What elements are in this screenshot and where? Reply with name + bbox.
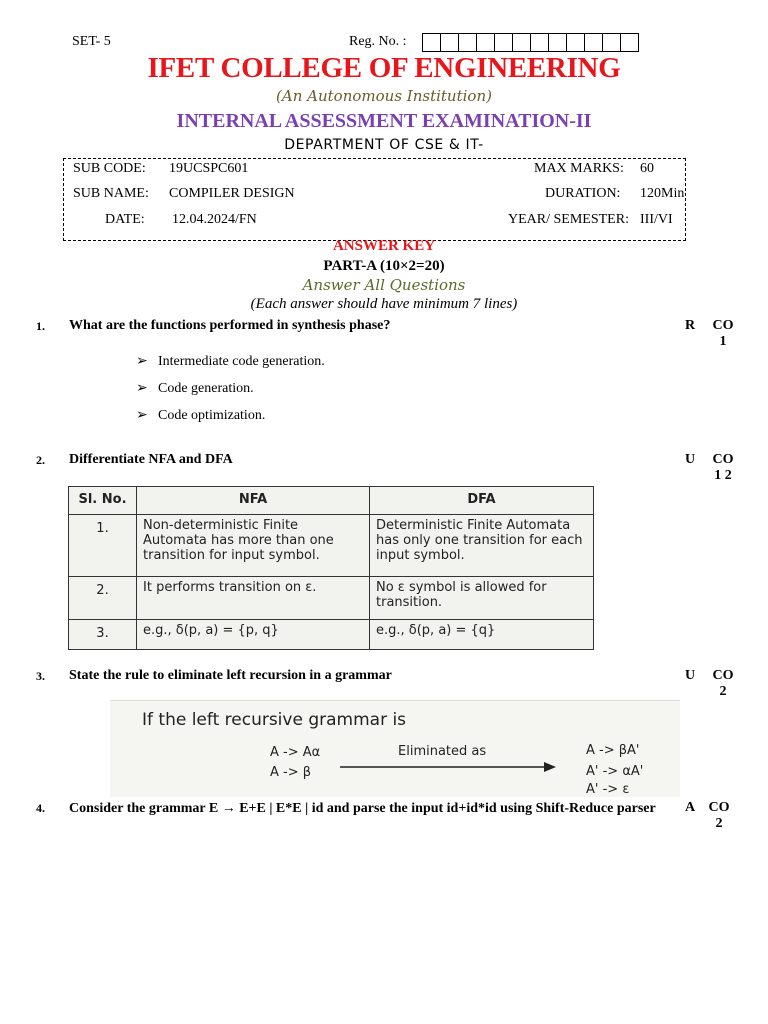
- reg-box: [441, 34, 459, 51]
- question-text: State the rule to eliminate left recursion in a grammar: [69, 668, 392, 683]
- knowledge-level: A: [685, 800, 696, 815]
- course-outcome: CO 1: [712, 318, 734, 349]
- department: DEPARTMENT OF CSE & IT-: [284, 137, 484, 153]
- reg-box: [495, 34, 513, 51]
- table-header: DFA: [370, 487, 594, 515]
- arrow-bullet-icon: ➢: [136, 354, 148, 369]
- table-cell: Non-deterministic Finite Automata has more than one transition for input symbol.: [137, 515, 370, 576]
- table-header: Sl. No.: [69, 487, 137, 515]
- question-number: 4.: [36, 801, 45, 815]
- reg-box: [585, 34, 603, 51]
- sub-code-value: 19UCSPC601: [169, 161, 249, 176]
- grammar-rule: A -> β: [270, 765, 312, 780]
- table-cell: It performs transition on ε.: [137, 576, 370, 620]
- reg-box: [567, 34, 585, 51]
- course-outcome: CO 2: [712, 668, 734, 699]
- arrow-bullet-icon: ➢: [136, 381, 148, 396]
- reg-no-label: Reg. No. :: [349, 34, 407, 49]
- course-outcome: CO 1 2: [712, 452, 734, 483]
- autonomous-tagline: (An Autonomous Institution): [276, 87, 492, 105]
- date-value: 12.04.2024/FN: [172, 212, 257, 227]
- table-row: [69, 576, 594, 620]
- left-recursion-diagram: [110, 701, 680, 797]
- list-item: ➢ Intermediate code generation.: [136, 354, 325, 369]
- year-semester-label: YEAR/ SEMESTER:: [508, 212, 629, 227]
- set-number: SET- 5: [72, 34, 111, 49]
- max-marks-label: MAX MARKS:: [534, 161, 624, 176]
- right-arrow-icon: [544, 762, 556, 772]
- grammar-rule: A -> βA': [586, 743, 640, 758]
- table-cell: No ε symbol is allowed for transition.: [370, 576, 594, 620]
- grammar-rule: A -> Aα: [270, 745, 321, 760]
- line-instruction: (Each answer should have minimum 7 lines): [250, 296, 518, 312]
- reg-box: [423, 34, 441, 51]
- list-item: ➢ Code generation.: [136, 381, 254, 396]
- duration-label: DURATION:: [545, 186, 621, 201]
- table-cell: 1.: [69, 515, 137, 576]
- table-cell: e.g., δ(p, a) = {p, q}: [137, 620, 370, 650]
- sub-name-label: SUB NAME:: [73, 186, 149, 201]
- max-marks-value: 60: [640, 161, 654, 176]
- course-outcome: CO 2: [708, 800, 730, 831]
- answer-key-heading: ANSWER KEY: [332, 238, 436, 254]
- question-number: 3.: [36, 669, 45, 683]
- answer-all-instruction: Answer All Questions: [302, 276, 466, 294]
- knowledge-level: U: [685, 668, 696, 683]
- knowledge-level: R: [685, 318, 696, 333]
- reg-box: [477, 34, 495, 51]
- list-item: ➢ Code optimization.: [136, 408, 266, 423]
- exam-info-box: [63, 158, 686, 241]
- question-text: Differentiate NFA and DFA: [69, 452, 233, 467]
- grammar-rule: A' -> ε: [586, 782, 630, 797]
- question-number: 1.: [36, 319, 45, 333]
- left-recursion-figure: [110, 700, 680, 797]
- sub-name-value: COMPILER DESIGN: [169, 186, 295, 201]
- nfa-dfa-table: [68, 486, 594, 650]
- reg-box: [603, 34, 621, 51]
- reg-box: [531, 34, 549, 51]
- duration-value: 120Min: [640, 186, 685, 201]
- question-number: 2.: [36, 453, 45, 467]
- part-a-heading: PART-A (10×2=20): [323, 258, 445, 274]
- reg-box: [513, 34, 531, 51]
- table-cell: 2.: [69, 576, 137, 620]
- question-text: Consider the grammar E → E+E | E*E | id and parse the input id+id*id using Shift-Reduce parser: [69, 801, 656, 816]
- figure-heading: If the left recursive grammar is: [142, 710, 407, 730]
- year-semester-value: III/VI: [640, 212, 673, 227]
- reg-box: [621, 34, 638, 51]
- reg-box: [549, 34, 567, 51]
- table-cell: Deterministic Finite Automata has only one transition for each input symbol.: [370, 515, 594, 576]
- exam-title: INTERNAL ASSESSMENT EXAMINATION-II: [176, 110, 592, 132]
- sub-code-label: SUB CODE:: [73, 161, 146, 176]
- table-row: [69, 620, 594, 650]
- reg-no-boxes: [422, 33, 639, 52]
- table-cell: 3.: [69, 620, 137, 650]
- question-text: What are the functions performed in synthesis phase?: [69, 318, 391, 333]
- table-header: NFA: [137, 487, 370, 515]
- date-label: DATE:: [105, 212, 145, 227]
- reg-box: [459, 34, 477, 51]
- grammar-rule: A' -> αA': [586, 764, 644, 779]
- table-row: [69, 515, 594, 576]
- college-name: IFET COLLEGE OF ENGINEERING: [147, 52, 621, 84]
- arrow-bullet-icon: ➢: [136, 408, 148, 423]
- table-cell: e.g., δ(p, a) = {q}: [370, 620, 594, 650]
- arrow-label: Eliminated as: [398, 744, 487, 759]
- knowledge-level: U: [685, 452, 696, 467]
